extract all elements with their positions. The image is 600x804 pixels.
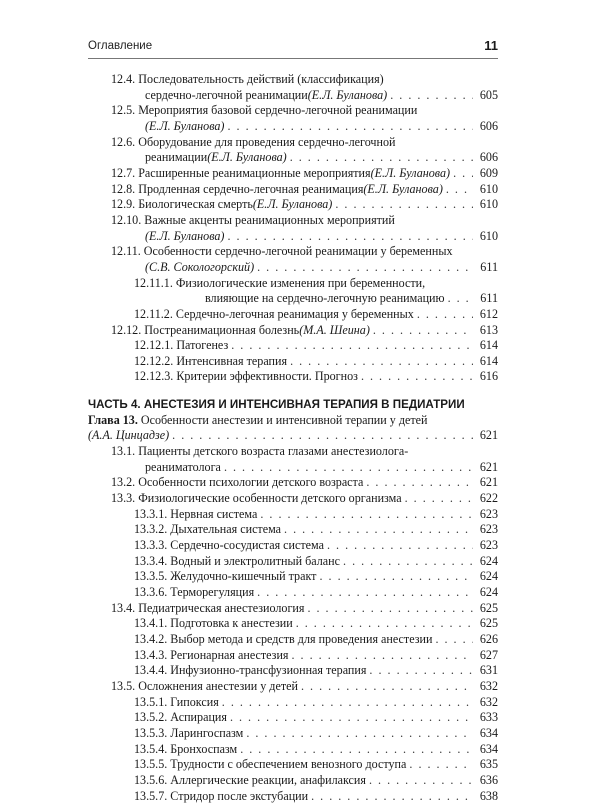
toc-entry[interactable] <box>88 229 498 245</box>
toc-entry-text: 13.5.2. Аспирация <box>134 710 227 725</box>
toc-entry[interactable] <box>88 491 498 507</box>
page-ref: 632 <box>479 678 498 693</box>
toc-entry[interactable] <box>88 695 498 711</box>
dot-leader <box>335 197 473 213</box>
dot-leader <box>260 507 473 523</box>
toc-entry-text: 13.5.7. Стридор после экстубации <box>134 788 309 803</box>
toc-entry-text: 12.11.2. Сердечно-легочная реанимация у беременных <box>134 306 414 321</box>
toc-entry-text: 13.3.2. Дыхательная система <box>134 522 282 537</box>
dot-leader <box>257 260 473 276</box>
toc-entry[interactable] <box>88 679 498 695</box>
toc-entry-text: 12.11.1. Физиологические изменения при беременности, <box>134 275 426 290</box>
page-ref: 627 <box>479 647 498 662</box>
toc-entry-text: сердечно-легочной реанимации <box>145 87 308 102</box>
toc-entry-author: (Е.Л. Буланова) <box>207 150 287 165</box>
page-ref: 624 <box>479 553 498 568</box>
toc-entry-author: (Е.Л. Буланова) <box>363 181 443 196</box>
dot-leader <box>222 695 473 711</box>
page-ref: 614 <box>479 353 498 368</box>
toc-entry <box>88 72 498 88</box>
toc-section-chapter-13 <box>88 444 498 804</box>
toc-entry-text: 12.12.2. Интенсивная терапия <box>134 353 288 368</box>
chapter-author: (А.А. Цинцадзе) <box>88 428 170 443</box>
toc-entry-text: 12.5. Мероприятия базовой сердечно-легочной реанимации <box>111 103 418 118</box>
dot-leader <box>284 522 473 538</box>
toc-entry[interactable] <box>88 150 498 166</box>
dot-leader <box>240 742 473 758</box>
toc-entry[interactable] <box>88 428 498 444</box>
page-ref: 635 <box>479 757 498 772</box>
dot-leader <box>319 569 473 585</box>
page-ref: 624 <box>479 585 498 599</box>
dot-leader <box>361 369 473 385</box>
toc-entry-text: 13.5.3. Ларингоспазм <box>134 725 244 740</box>
toc-entry-text: 13.5.6. Аллергические реакции, анафилаксия <box>134 772 366 787</box>
toc-entry-text: 12.7. Расширенные реанимационные мероприятия <box>111 165 371 180</box>
toc-entry[interactable] <box>88 291 498 307</box>
toc-entry[interactable] <box>88 507 498 523</box>
dot-leader <box>311 789 473 804</box>
toc-entry[interactable] <box>88 648 498 664</box>
toc-entry-text: 13.3.4. Водный и электролитный баланс <box>134 553 341 568</box>
dot-leader <box>224 460 473 476</box>
page-ref: 623 <box>479 522 498 537</box>
page-ref: 623 <box>479 506 498 521</box>
page-ref: 626 <box>479 631 498 646</box>
dot-leader <box>290 354 473 370</box>
toc-entry[interactable] <box>88 369 498 385</box>
dot-leader <box>227 119 473 135</box>
toc-entry[interactable] <box>88 166 498 182</box>
toc-entry-text: 12.12.1. Патогенез <box>134 338 229 353</box>
page-ref: 621 <box>479 475 498 490</box>
toc-entry[interactable] <box>88 554 498 570</box>
toc-entry[interactable] <box>88 182 498 198</box>
page-ref: 611 <box>480 259 498 274</box>
chapter-label: Глава 13. <box>88 412 138 427</box>
toc-entry[interactable] <box>88 569 498 585</box>
toc-entry[interactable] <box>88 789 498 804</box>
toc-entry-text: реаниматолога <box>145 459 221 474</box>
toc-entry[interactable] <box>88 475 498 491</box>
dot-leader <box>369 773 473 789</box>
toc-entry-text: реанимации <box>145 150 208 165</box>
toc-entry-text: 12.6. Оборудование для проведения сердечно-легочной <box>111 134 396 149</box>
table-of-contents <box>88 72 498 804</box>
page-ref: 625 <box>479 616 498 631</box>
toc-entry-author: (С.В. Сокологорский) <box>145 259 255 274</box>
toc-entry[interactable] <box>88 757 498 773</box>
toc-section-chapter-12 <box>88 72 498 385</box>
toc-entry[interactable] <box>88 773 498 789</box>
page-ref: 612 <box>479 306 498 321</box>
toc-entry-text: 13.5. Осложнения анестезии у детей <box>111 678 298 693</box>
toc-entry[interactable] <box>88 323 498 339</box>
toc-entry[interactable] <box>88 119 498 135</box>
toc-entry-text: 13.4.3. Регионарная анестезия <box>134 647 289 662</box>
page-ref: 609 <box>479 165 498 180</box>
page-ref: 622 <box>479 491 498 506</box>
toc-entry-author: (Е.Л. Буланова) <box>145 228 225 243</box>
toc-entry <box>88 135 498 151</box>
chapter-heading <box>88 413 498 429</box>
toc-entry-text: 13.2. Особенности психологии детского возраста <box>111 475 364 490</box>
toc-entry-text: 13.3.6. Терморегуляция <box>134 585 255 599</box>
page-ref: 624 <box>479 569 498 584</box>
dot-leader <box>290 150 473 166</box>
toc-entry[interactable] <box>88 307 498 323</box>
toc-entry-text: 12.4. Последовательность действий (классификация) <box>111 72 384 86</box>
dot-leader <box>230 710 473 726</box>
toc-entry-text: 13.4.4. Инфузионно-трансфузионная терапия <box>134 663 367 678</box>
toc-entry <box>88 276 498 292</box>
toc-entry-author: (Е.Л. Буланова) <box>252 197 333 212</box>
toc-entry-text: 12.12. Постреанимационная болезнь <box>111 322 300 337</box>
toc-entry-author: (Е.Л. Буланова) <box>370 165 451 180</box>
toc-entry[interactable] <box>88 726 498 742</box>
dot-leader <box>301 679 473 695</box>
toc-entry[interactable] <box>88 663 498 679</box>
toc-entry[interactable] <box>88 260 498 276</box>
dot-leader <box>453 166 473 182</box>
page-ref: 623 <box>479 538 498 553</box>
page-ref: 610 <box>479 228 498 243</box>
toc-entry[interactable] <box>88 710 498 726</box>
toc-entry <box>88 213 498 229</box>
toc-entry[interactable] <box>88 88 498 104</box>
toc-entry[interactable] <box>88 354 498 370</box>
page-ref: 634 <box>479 741 498 756</box>
page-header <box>88 36 498 59</box>
page-ref: 610 <box>479 181 498 196</box>
toc-entry <box>88 444 498 460</box>
dot-leader <box>257 585 473 601</box>
page-ref: 631 <box>479 663 498 678</box>
toc-entry-text: 13.5.4. Бронхоспазм <box>134 741 238 756</box>
dot-leader <box>369 663 473 679</box>
toc-entry-text: 12.11. Особенности сердечно-легочной реанимации у беременных <box>111 244 453 259</box>
page-ref: 611 <box>480 291 498 306</box>
running-title: Оглавление <box>88 40 153 52</box>
toc-entry[interactable] <box>88 522 498 538</box>
toc-entry-text: 13.5.5. Трудности с обеспечением венозного доступа <box>134 757 407 772</box>
toc-entry-text: влияющие на сердечно-легочную реанимацию <box>205 291 445 306</box>
dot-leader <box>227 229 473 245</box>
page-ref: 616 <box>479 369 498 384</box>
dot-leader <box>292 648 474 664</box>
toc-entry-author: (М.А. Шеина) <box>299 322 370 337</box>
page-ref: 610 <box>479 197 498 212</box>
page-ref: 633 <box>479 710 498 725</box>
page-ref: 606 <box>479 150 498 165</box>
toc-entry-text: 12.8. Продленная сердечно-легочная реанимация <box>111 181 364 196</box>
toc-entry[interactable] <box>88 585 498 601</box>
dot-leader <box>246 726 473 742</box>
toc-entry-text: 13.3.5. Желудочно-кишечный тракт <box>134 569 317 584</box>
toc-entry[interactable] <box>88 538 498 554</box>
toc-entry-text: 13.4.1. Подготовка к анестезии <box>134 616 293 631</box>
page-ref: 625 <box>479 600 498 615</box>
page-ref: 614 <box>479 338 498 353</box>
dot-leader <box>390 88 473 104</box>
page-ref: 638 <box>479 788 498 803</box>
page-ref: 621 <box>479 459 498 474</box>
dot-leader <box>327 538 473 554</box>
toc-entry-text: 13.5.1. Гипоксия <box>134 694 219 709</box>
toc-entry-text: 13.4. Педиатрическая анестезиология <box>111 600 305 615</box>
dot-leader <box>435 632 473 648</box>
toc-entry-text: 12.9. Биологическая смерть <box>111 197 253 212</box>
dot-leader <box>296 616 473 632</box>
toc-entry-text: 12.10. Важные акценты реанимационных мероприятий <box>111 212 395 227</box>
dot-leader <box>417 307 473 323</box>
toc-entry[interactable] <box>88 742 498 758</box>
dot-leader <box>446 182 473 198</box>
toc-entry[interactable] <box>88 338 498 354</box>
dot-leader <box>373 323 473 339</box>
dot-leader <box>448 291 473 307</box>
toc-entry <box>88 244 498 260</box>
toc-entry <box>88 103 498 119</box>
dot-leader <box>366 475 473 491</box>
page-ref: 632 <box>479 694 498 709</box>
toc-entry-text: 13.3.3. Сердечно-сосудистая система <box>134 538 324 553</box>
page-number: 11 <box>484 38 498 53</box>
page-ref: 634 <box>479 725 498 740</box>
toc-entry[interactable] <box>88 601 498 617</box>
dot-leader <box>343 554 473 570</box>
toc-entry-text: 13.1. Пациенты детского возраста глазами анестезиолога- <box>111 444 409 459</box>
dot-leader <box>231 338 473 354</box>
chapter-title: Особенности анестезии и интенсивной терапии у детей <box>137 412 428 427</box>
part-heading: ЧАСТЬ 4. АНЕСТЕЗИЯ И ИНТЕНСИВНАЯ ТЕРАПИЯ В ПЕДИАТРИИ <box>88 398 465 412</box>
toc-entry-text: 13.3.1. Нервная система <box>134 506 258 521</box>
dot-leader <box>409 757 473 773</box>
dot-leader <box>307 601 473 617</box>
toc-entry-text: 13.4.2. Выбор метода и средств для проведения анестезии <box>134 631 433 646</box>
toc-entry-author: (Е.Л. Буланова) <box>307 87 388 102</box>
toc-entry-author: (Е.Л. Буланова) <box>145 118 225 133</box>
page-ref: 636 <box>479 772 498 787</box>
toc-entry[interactable] <box>88 197 498 213</box>
page-ref: 613 <box>479 322 498 337</box>
toc-entry-text: 13.3. Физиологические особенности детского организма <box>111 491 402 506</box>
dot-leader <box>405 491 473 507</box>
toc-entry[interactable] <box>88 460 498 476</box>
page-ref: 606 <box>479 118 498 133</box>
page-ref: 605 <box>479 87 498 102</box>
page-ref: 621 <box>479 428 498 443</box>
toc-entry[interactable] <box>88 616 498 632</box>
toc-entry-text: 12.12.3. Критерии эффективности. Прогноз <box>134 369 358 384</box>
toc-entry[interactable] <box>88 632 498 648</box>
